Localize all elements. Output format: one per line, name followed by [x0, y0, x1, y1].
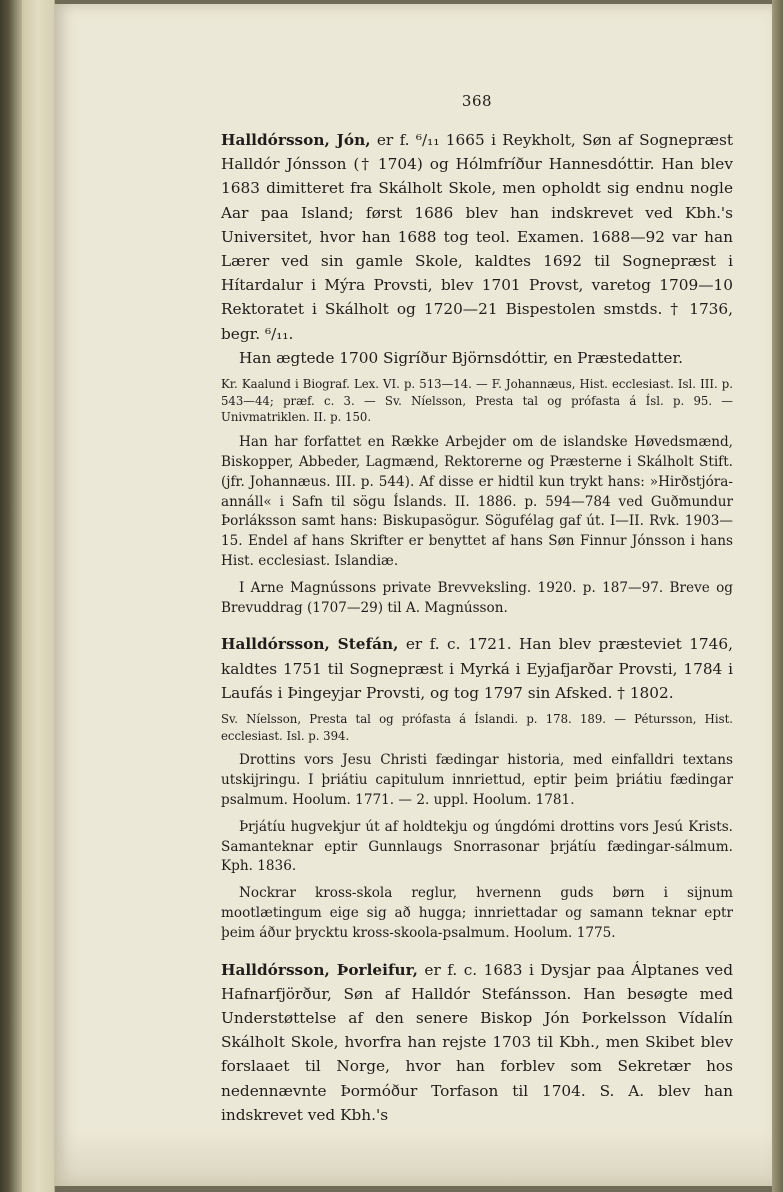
page-right-edge [772, 0, 783, 1192]
entry-intro-text: er f. ⁶/₁₁ 1665 i Reykholt, Søn af Sognepræst Halldór Jónsson († 1704) og Hólmfríður Hannesdóttir. Han blev 1683 dimitteret fra Skálholt Skole, men opholdt sig endnu nogle Aar paa Island; først 1686 blev han indskrevet ved Kbh.'s Universitet, hvor han 1688 tog teol. Examen. 1688—92 var han Lærer ved sin gamle Skole, kaldtes 1692 til Sognepræst i Hítardalur i Mýra Provsti, blev 1701 Provst, varetog 1709—10 Rektoratet i Skálholt og 1720—21 Bispestolen smstds. † 1736, begr. ⁶/₁₁. [221, 131, 733, 343]
entry-headword: Halldórsson, Stefán, [221, 635, 399, 654]
entry-stefan-halldorsson [221, 632, 733, 943]
entry-work: Nockrar kross-skola reglur, hvernenn guds børn i sijnum mootlætingum eige sig að hugga; innriettadar og samann teknar eptr þeim áður þrycktu kross-skoola-psalmum. Hoolum. 1775. [221, 885, 733, 941]
page-bottom-shade [54, 1130, 772, 1186]
entry-intro [221, 128, 733, 346]
entry-references: Kr. Kaalund i Biograf. Lex. VI. p. 513—14. — F. Johannæus, Hist. ecclesiast. Isl. III. p. 543—44; præf. c. 3. — Sv. Níelsson, Presta tal og prófasta á Ísl. p. 95. — Univmatriklen. II. p. 150. [221, 377, 733, 425]
entry-headword: Halldórsson, Jón, [221, 131, 371, 149]
entry-intro-text: er f. c. 1683 i Dysjar paa Álptanes ved Hafnarfjörður, Søn af Halldór Stefánsson. Han besøgte med Understøttelse af den senere Biskop Jón Þorkelsson Vídalín Skálholt Skole, hvorfra han rejste 1703 til Kbh., men Skibet blev forslaaet til Norge, hvor han forblev som Sekretær hos nedennævnte Þormóður Torfason til 1704. S. A. blev han indskrevet ved Kbh.'s [221, 960, 734, 1124]
entry-work: Þrjátíu hugvekjur út af holdtekju og úngdómi drottins vors Jesú Krists. Samanteknar eptir Gunnlaugs Snorrasonar þrjátíu fædingar-sálmum. Kph. 1836. [221, 818, 733, 875]
entry-jon-halldorsson [221, 128, 733, 618]
page-content [221, 92, 733, 1127]
gutter-strip [22, 0, 55, 1192]
page-number: 368 [461, 92, 493, 110]
entry-work: Drottins vors Jesu Christi fædingar historia, med einfalldri textans utskijringu. I þriátiu capitulum innriettud, eptir þeim þriátiu fædingar psalmum. Hoolum. 1771. — 2. uppl. Hoolum. 1781. [221, 752, 733, 808]
entry-thorleifur-halldorsson [221, 958, 733, 1127]
entry-marriage: Han ægtede 1700 Sigríður Björnsdóttir, en Præstedatter. [239, 348, 683, 367]
entry-headword: Halldórsson, Þorleifur, [221, 960, 418, 979]
entry-intro [221, 958, 733, 1127]
entry-work: I Arne Magnússons private Brevveksling. 1920. p. 187—97. Breve og Brevuddrag (1707—29) til A. Magnússon. [221, 579, 733, 616]
book-spine [0, 0, 22, 1192]
entry-references: Sv. Níelsson, Presta tal og prófasta á Íslandi. p. 178. 189. — Pétursson, Hist. ecclesiast. Isl. p. 394. [221, 711, 733, 743]
entry-intro-text: er f. c. 1721. Han blev præsteviet 1746, kaldtes 1751 til Sognepræst i Myrká i Eyjafjarðar Provsti, 1784 i Laufás i Þingeyjar Provsti, og tog 1797 sin Afsked. † 1802. [221, 635, 733, 702]
entry-intro [221, 632, 733, 705]
entry-work: Han har forfattet en Række Arbejder om de islandske Høvedsmænd, Biskopper, Abbeder, Lagmænd, Rektorerne og Præsterne i Skálholt Stift. (jfr. Johannæus. III. p. 544). Af disse er hidtil kun trykt hans: »Hirðstjóra-annáll« i Safn til sögu Íslands. II. 1886. p. 594—784 ved Guðmundur Þorláksson samt hans: Biskupasögur. Sögufélag gaf út. I—II. Rvk. 1903—15. Endel af hans Skrifter er benyttet af hans Søn Finnur Jónsson i hans Hist. ecclesiast. Islandiæ. [221, 434, 733, 569]
